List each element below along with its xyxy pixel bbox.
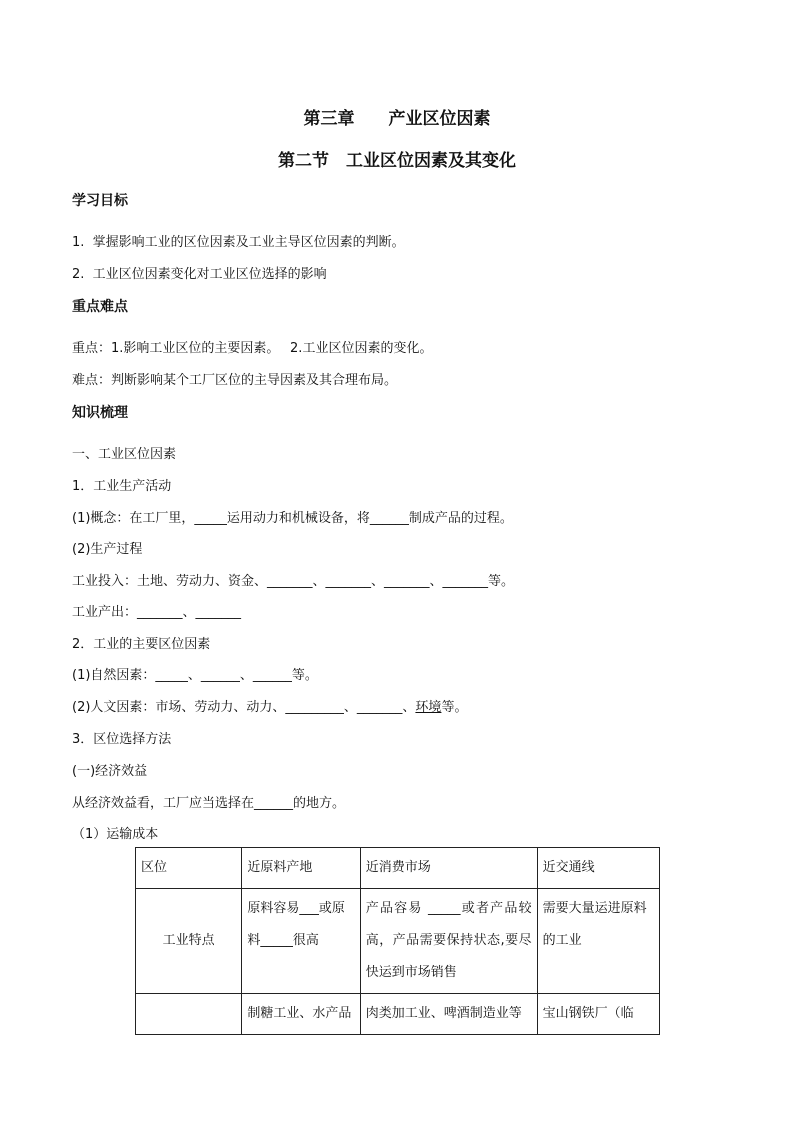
table-cell: 产品容易 _____或者产品较高，产品需要保持状态,要尽快运到市场销售: [360, 889, 537, 994]
table-header-cell: 近消费市场: [360, 848, 537, 889]
table-header-row: [136, 848, 660, 889]
sub-main-factors: 2．工业的主要区位因素: [72, 637, 211, 652]
table-cell-label: [136, 994, 242, 1035]
table-cell: 原料容易___或原料_____很高: [242, 889, 360, 994]
knowledge-heading: 知识梳理: [72, 405, 128, 421]
goal-item-1: 1. 掌握影响工业的区位因素及工业主导区位因素的判断。: [72, 235, 405, 250]
table-header-cell: 近原料产地: [242, 848, 360, 889]
table-row: [136, 994, 660, 1035]
table-cell: 制糖工业、水产品: [242, 994, 360, 1035]
table-header-cell: 近交通线: [537, 848, 659, 889]
key-point-text: 重点：1.影响工业区位的主要因素。 2.工业区位因素的变化。: [72, 341, 433, 356]
table-cell-label: 工业特点: [136, 889, 242, 994]
table-header-cell: 区位: [136, 848, 242, 889]
economic-benefit-heading: (一)经济效益: [72, 764, 148, 779]
input-text: 工业投入：土地、劳动力、资金、_______、_______、_______、_______等。: [72, 574, 515, 589]
key-points-heading: 重点难点: [72, 299, 128, 315]
economic-benefit-text: 从经济效益看，工厂应当选择在______的地方。: [72, 796, 346, 811]
table-row: [136, 889, 660, 994]
chapter-title: 第三章 产业区位因素: [303, 109, 491, 129]
goal-item-2: 2. 工业区位因素变化对工业区位选择的影响: [72, 267, 327, 282]
section-title: 第二节 工业区位因素及其变化: [278, 151, 516, 171]
human-factors-prefix: (2)人文因素：市场、劳动力、动力、_________、_______、: [72, 700, 416, 715]
human-factors-environment: 环境: [415, 700, 442, 715]
difficult-point-text: 难点：判断影响某个工厂区位的主导因素及其合理布局。: [72, 373, 398, 388]
transport-cost-heading: （1）运输成本: [72, 827, 159, 842]
sub-location-method: 3．区位选择方法: [72, 732, 172, 747]
human-factors-suffix: 等。: [441, 700, 468, 715]
sub-production-activity: 1．工业生产活动: [72, 479, 172, 494]
natural-factors-text: (1)自然因素：_____、______、______等。: [72, 668, 318, 683]
output-text: 工业产出：_______、_______: [72, 605, 242, 620]
table-cell: 肉类加工业、啤酒制造业等: [360, 994, 537, 1035]
section-industrial-factors: 一、工业区位因素: [72, 447, 177, 462]
location-table: [135, 847, 660, 1035]
table-cell: 需要大量运进原料的工业: [537, 889, 659, 994]
process-text: (2)生产过程: [72, 542, 143, 557]
human-factors-text: [72, 696, 467, 715]
goals-heading: 学习目标: [72, 193, 128, 209]
table-cell: 宝山钢铁厂（临: [537, 994, 659, 1035]
concept-text: (1)概念：在工厂里，_____运用动力和机械设备，将______制成产品的过程。: [72, 511, 513, 526]
